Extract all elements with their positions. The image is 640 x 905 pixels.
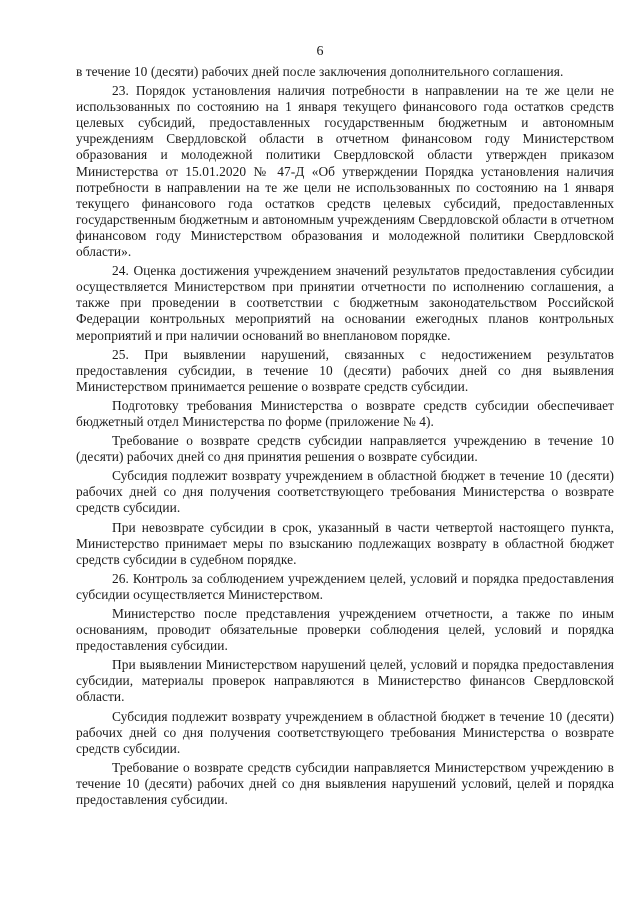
paragraph-23: 23. Порядок установления наличия потребности в направлении на те же цели не использованных по состоянию на 1 января текущего финансового года остатков средств целевых субсидий, предоставленных государственным бюджетным и автономным учреждениям Свердловской области в отчетном финансовом году Министерством образования и молодежной политики Свердловской области утвержден приказом Министерства от 15.01.2020 № 47-Д «Об утверждении Порядка установления наличия потребности в направлении на те же цели не использованных по состоянию на 1 января текущего финансового года остатков средств целевых субсидий, предоставленных государственным бюджетным и автономным учреждениям Свердловской области в отчетном финансовом году Министерством образования и молодежной политики Свердловской области». [76, 83, 614, 260]
paragraph-continuation: в течение 10 (десяти) рабочих дней после заключения дополнительного соглашения. [76, 64, 564, 79]
page-number: 6 [316, 44, 324, 59]
paragraph-25-return: Субсидия подлежит возврату учреждением в областной бюджет в течение 10 (десяти) рабочих дней со дня получения соответствующего требования Министерства о возврате средств субсидии. [76, 468, 614, 516]
paragraph-24: 24. Оценка достижения учреждением значений результатов предоставления субсидии осуществляется Министерством при принятии отчетности по исполнению соглашения, а также при проведении в соответствии с бюджетным законодательством Российской Федерации контрольных мероприятий на основании ежегодных планов контрольных мероприятий и при наличии оснований во внеплановом порядке. [76, 263, 614, 343]
paragraph-25-preparation: Подготовку требования Министерства о возврате средств субсидии обеспечивает бюджетный отдел Министерства по форме (приложение № 4). [76, 397, 614, 429]
paragraph-26-return: Субсидия подлежит возврату учреждением в областной бюджет в течение 10 (десяти) рабочих дней со дня получения соответствующего требования Министерства о возврате средств субсидии. [76, 708, 614, 756]
paragraph-25-requirement: Требование о возврате средств субсидии направляется учреждению в течение 10 (десяти) рабочих дней со дня принятия решения о возврате субсидии. [76, 433, 614, 465]
paragraph-25: 25. При выявлении нарушений, связанных с недостижением результатов предоставления субсидии, в течение 10 (десяти) рабочих дней со дня выявления Министерством принимается решение о возврате средств субсидии. [76, 346, 614, 394]
paragraph-25-non-return: При невозврате субсидии в срок, указанный в части четвертой настоящего пункта, Министерство принимает меры по взысканию подлежащих возврату в областной бюджет средств субсидии в судебном порядке. [76, 519, 614, 567]
paragraph-26-violations: При выявлении Министерством нарушений целей, условий и порядка предоставления субсидии, материалы проверок направляются в Министерство финансов Свердловской области. [76, 657, 614, 705]
paragraph-26-requirement: Требование о возврате средств субсидии направляется Министерством учреждению в течение 10 (десяти) рабочих дней со дня выявления нарушений условий, целей и порядка предоставления субсидии. [76, 759, 614, 808]
paragraph-26: 26. Контроль за соблюдением учреждением целей, условий и порядка предоставления субсидии осуществляется Министерством. [76, 570, 614, 602]
document-body [76, 64, 614, 808]
paragraph-26-checks: Министерство после представления учреждением отчетности, а также по иным основаниям, проводит обязательные проверки соблюдения целей, условий и порядка предоставления субсидии. [76, 606, 614, 654]
